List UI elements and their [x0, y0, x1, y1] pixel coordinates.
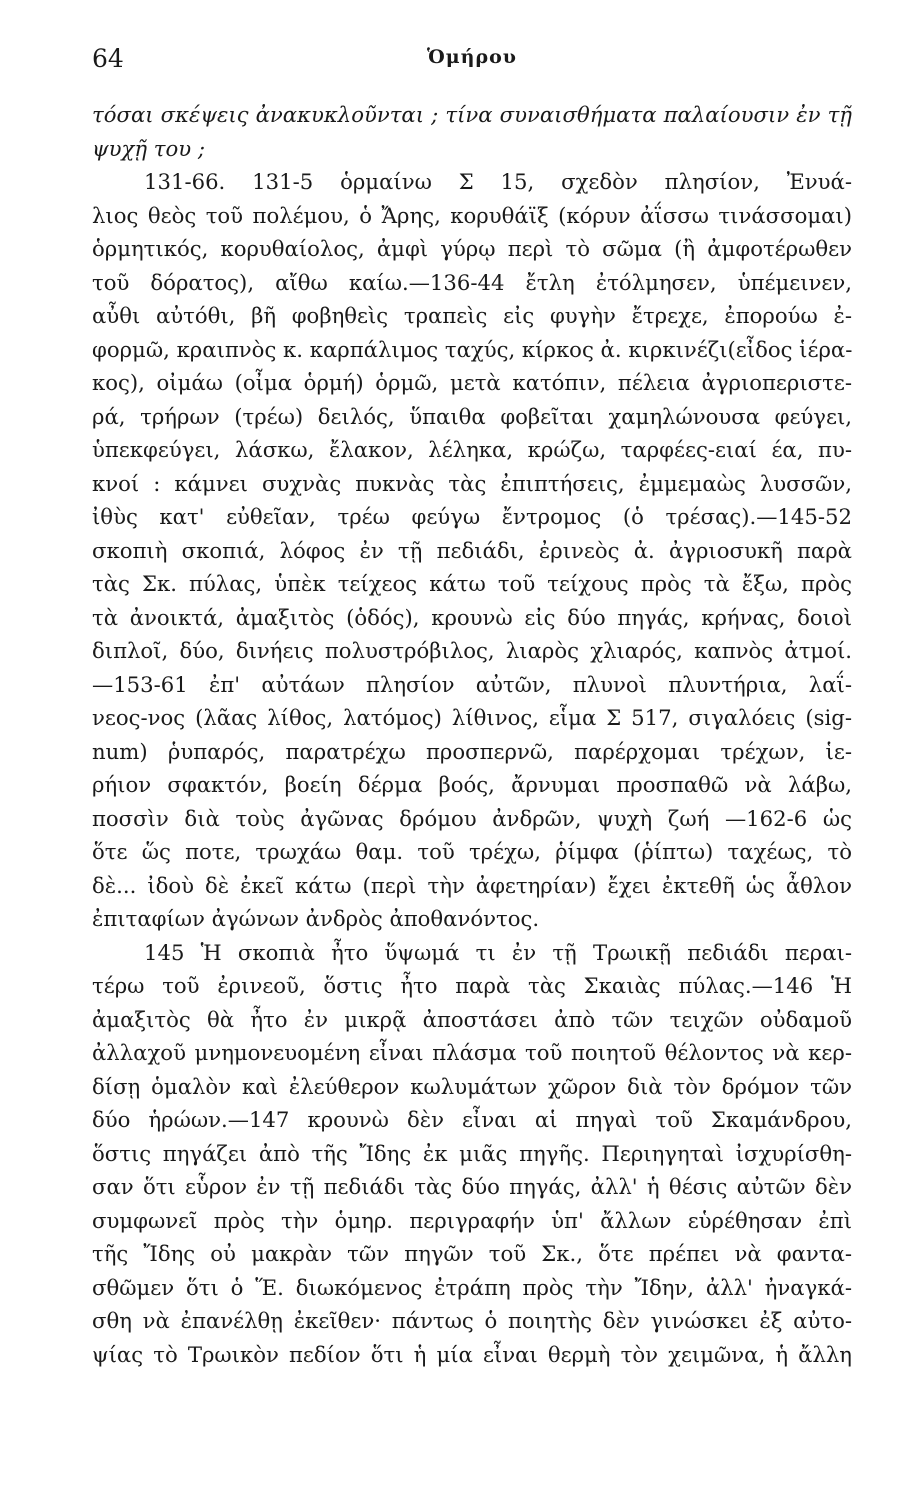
text-line: ἀλλαχοῦ μνημονευομένη εἶναι πλάσμα τοῦ ποιητοῦ θέλοντος νὰ κερ- — [92, 1040, 852, 1065]
text-line: ἀμαξιτὸς θὰ ἦτο ἐν μικρᾷ ἀποστάσει ἀπὸ τῶν τειχῶν οὐδαμοῦ — [92, 1006, 852, 1032]
text-line: ψίας τὸ Τρωικὸν πεδίον ὅτι ἡ μία εἶναι θερμὴ τὸν χειμῶνα, ἡ ἄλλη — [92, 1341, 852, 1367]
text-line: συμφωνεῖ πρὸς τὴν ὁμηρ. περιγραφήν ὑπ' ἄλλων εὑρέθησαν ἐπὶ — [92, 1207, 852, 1233]
text-line: σθῶμεν ὅτι ὁ Ἕ. διωκόμενος ἐτράπη πρὸς τὴν Ἴδην, ἀλλ' ἠναγκά- — [92, 1274, 852, 1300]
text-line: σαν ὅτι εὗρον ἐν τῇ πεδιάδι τὰς δύο πηγάς, ἀλλ' ἡ θέσις αὐτῶν δὲν — [92, 1174, 852, 1199]
text-line: ὑπεκφεύγει, λάσκω, ἔλακον, λέληκα, κρώζω, ταρφέες-ειαί έα, πυ- — [92, 437, 852, 462]
text-line: φορμῶ, κραιπνὸς κ. καρπάλιμος ταχύς, κίρκος ἀ. κιρκινέζι(εἶδος ἱέρα- — [92, 336, 852, 362]
text-line: ὁρμητικός, κορυθαίολος, ἀμφὶ γύρῳ περὶ τὸ σῶμα (ἢ ἀμφοτέρωθεν — [92, 236, 852, 261]
text-line: ρήιον σφακτόν, βοείη δέρμα βοός, ἄρνυμαι προσπαθῶ νὰ λάβω, — [92, 772, 852, 797]
text-line: —153-61 ἐπ' αὐτάων πλησίον αὐτῶν, πλυνοὶ πλυντήρια, λαΐ- — [92, 671, 852, 697]
text-line: σκοπιὴ σκοπιά, λόφος ἐν τῇ πεδιάδι, ἐρινεὸς ἀ. ἀγριοσυκῆ παρὰ — [92, 537, 852, 563]
running-head: Ὁμήρου — [427, 46, 517, 68]
text-line: τόσαι σκέψεις ἀνακυκλοῦνται ; τίνα συναισθήματα παλαίουσιν ἐν τῇ — [92, 102, 852, 127]
text-line: ἰθὺς κατ' εὐθεῖαν, τρέω φεύγω ἔντρομος (ὁ τρέσας).—145-52 — [92, 504, 852, 529]
text-line: 145 Ἡ σκοπιὰ ἦτο ὕψωμά τι ἐν τῇ Τρωικῇ πεδιάδι περαι- — [144, 939, 852, 965]
text-line: κος), οἰμάω (οἶμα ὁρμή) ὁρμῶ, μετὰ κατόπιν, πέλεια ἀγριοπεριστε- — [92, 370, 852, 395]
text-line: ὅστις πηγάζει ἀπὸ τῆς Ἴδης ἐκ μιᾶς πηγῆς. Περιηγηταὶ ἰσχυρίσθη- — [92, 1140, 852, 1166]
text-line: ὅτε ὥς ποτε, τρωχάω θαμ. τοῦ τρέχω, ῥίμφα (ῥίπτω) ταχέως, τὸ — [92, 839, 852, 864]
page-header — [92, 44, 852, 78]
text-line: ἐπιταφίων ἀγώνων ἀνδρὸς ἀποθανόντος. — [92, 906, 540, 931]
text-line: num) ῥυπαρός, παρατρέχω προσπερνῶ, παρέρχομαι τρέχων, ἱε- — [92, 738, 852, 764]
text-line: ποσσὶν διὰ τοὺς ἀγῶνας δρόμου ἀνδρῶν, ψυχὴ ζωή —162-6 ὡς — [92, 805, 852, 831]
text-line: δύο ἡρώων.—147 κρουνὼ δὲν εἶναι αἱ πηγαὶ τοῦ Σκαμάνδρου, — [92, 1107, 852, 1132]
text-line: ρά, τρήρων (τρέω) δειλός, ὕπαιθα φοβεῖται χαμηλώνουσα φεύγει, — [92, 403, 852, 429]
text-line: τὰ ἀνοικτά, ἀμαξιτὸς (ὁδός), κρουνὼ εἰς δύο πηγάς, κρήνας, δοιοὶ — [92, 604, 852, 630]
text-line: δὲ... ἰδοὺ δὲ ἐκεῖ κάτω (περὶ τὴν ἀφετηρίαν) ἔχει ἐκτεθῆ ὡς ἆθλον — [92, 872, 852, 898]
text-line: τῆς Ἴδης οὐ μακρὰν τῶν πηγῶν τοῦ Σκ., ὅτε πρέπει νὰ φαντα- — [92, 1241, 852, 1266]
commentary-text — [92, 98, 852, 1371]
text-line: αὖθι αὐτόθι, βῆ φοβηθεὶς τραπεὶς εἰς φυγὴν ἔτρεχε, ἐπορούω ἐ- — [92, 303, 852, 328]
text-line: λιος θεὸς τοῦ πολέμου, ὁ Ἄρης, κορυθάϊξ (κόρυν ἀΐσσω τινάσσομαι) — [92, 202, 852, 228]
text-line: σθη νὰ ἐπανέλθῃ ἐκεῖθεν· πάντως ὁ ποιητὴς δὲν γινώσκει ἐξ αὐτο- — [92, 1308, 852, 1333]
text-line: τὰς Σκ. πύλας, ὑπὲκ τείχεος κάτω τοῦ τείχους πρὸς τὰ ἔξω, πρὸς — [92, 571, 852, 596]
text-line: νεος-νος (λᾶας λίθος, λατόμος) λίθινος, εἷμα Σ 517, σιγαλόεις (sig- — [92, 705, 852, 730]
page-number: 64 — [92, 44, 124, 73]
text-line: τέρω τοῦ ἐρινεοῦ, ὅστις ἦτο παρὰ τὰς Σκαιὰς πύλας.—146 Ἡ — [92, 973, 852, 998]
text-line: δίσῃ ὁμαλὸν καὶ ἐλεύθερον κωλυμάτων χῶρον διὰ τὸν δρόμον τῶν — [92, 1073, 852, 1099]
text-line: τοῦ δόρατος), αἴθω καίω.—136-44 ἔτλη ἐτόλμησεν, ὑπέμεινεν, — [92, 269, 852, 295]
text-line: 131-66. 131-5 ὁρμαίνω Σ 15, σχεδὸν πλησίον, Ἐνυά- — [144, 169, 852, 194]
text-line: κνοί : κάμνει συχνὰς πυκνὰς τὰς ἐπιπτήσεις, ἐμμεμαὼς λυσσῶν, — [92, 470, 852, 496]
text-line: διπλοῖ, δύο, δινήεις πολυστρόβιλος, λιαρὸς χλιαρός, καπνὸς ἀτμοί. — [92, 638, 852, 663]
text-line: ψυχῇ του ; — [92, 135, 205, 161]
